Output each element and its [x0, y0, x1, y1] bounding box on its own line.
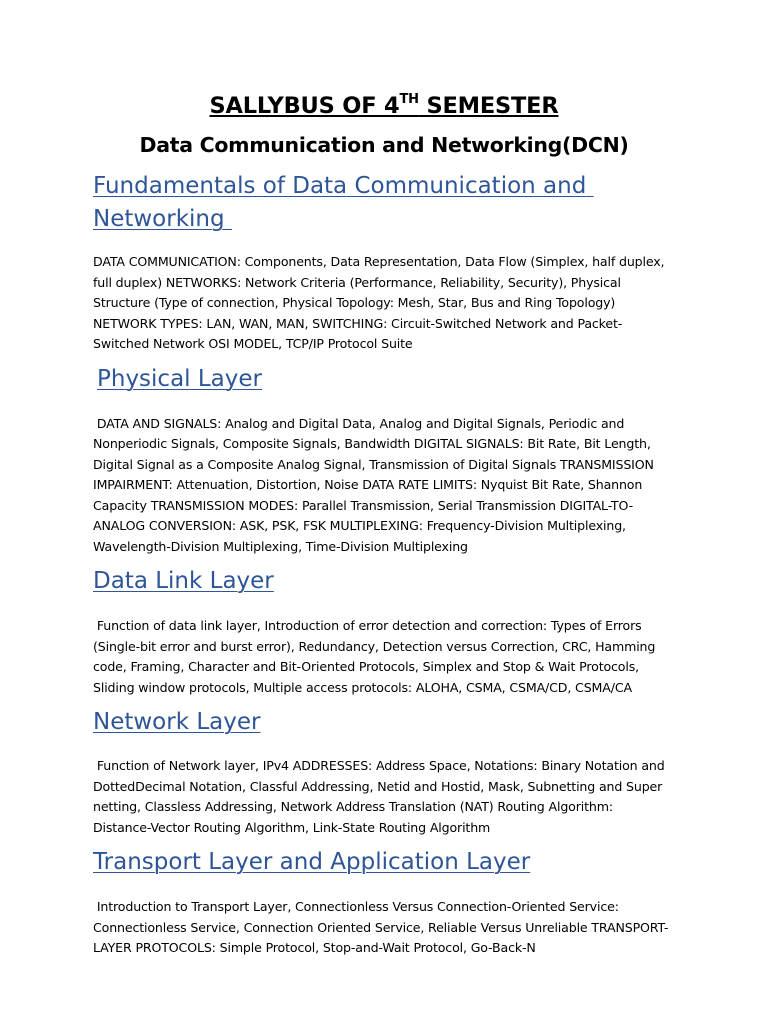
- section-heading-fundamentals: Fundamentals of Data Communication and Networking: [93, 173, 594, 232]
- title-superscript: TH: [399, 92, 419, 107]
- section-body-physical-layer: DATA AND SIGNALS: Analog and Digital Data, Analog and Digital Signals, Periodic and Nonperiodic Signals, Composite Signals, Bandwidth DIGITAL SIGNALS: Bit Rate, Bit Length, Digital Signal as a Composite Analog Signal, Transmission of Digital Signals TRANSMISSION IMPAIRMENT: Attenuation, Distortion, Noise DATA RATE LIMITS: Nyquist Bit Rate, Shannon Capacity TRANSMISSION MODES: Parallel Transmission, Serial Transmission DIGITAL-TO-ANALOG CONVERSION: ASK, PSK, FSK MULTIPLEXING: Frequency-Division Multiplexing, Wavelength-Division Multiplexing, Time-Division Multiplexing: [93, 415, 658, 554]
- section-body-transport-application-layer: Introduction to Transport Layer, Connectionless Versus Connection-Oriented Service: Connectionless Service, Connection Oriented Service, Reliable Versus Unreliable TRANSPORT-LAYER PROTOCOLS: Simple Protocol, Stop-and-Wait Protocol, Go-Back-N: [93, 899, 669, 955]
- section-body-network-layer: Function of Network layer, IPv4 ADDRESSES: Address Space, Notations: Binary Notation and DottedDecimal Notation, Classful Addressing, Netid and Hostid, Mask, Subnetting and Super netting, Classless Addressing, Network Address Translation (NAT) Routing Algorithm: Distance-Vector Routing Algorithm, Link-State Routing Algorithm: [93, 758, 669, 835]
- document-title: [93, 90, 675, 122]
- title-main-text: SALLYBUS OF 4: [209, 93, 400, 119]
- section-heading-transport-application-layer: Transport Layer and Application Layer: [93, 849, 531, 875]
- title-end-text: SEMESTER: [418, 93, 559, 119]
- document-subtitle: Data Communication and Networking(DCN): [139, 133, 629, 157]
- section-heading-network-layer: Network Layer: [93, 709, 261, 735]
- section-heading-physical-layer: [93, 363, 675, 396]
- section-body-data-link-layer: Function of data link layer, Introduction of error detection and correction: Types of Errors (Single-bit error and burst error), Redundancy, Detection versus Correction, CRC, Hamming code, Framing, Character and Bit-Oriented Protocols, Simplex and Stop & Wait Protocols, Sliding window protocols, Multiple access protocols: ALOHA, CSMA, CSMA/CD, CSMA/CA: [93, 618, 660, 695]
- section-body-fundamentals: DATA COMMUNICATION: Components, Data Representation, Data Flow (Simplex, half duplex, full duplex) NETWORKS: Network Criteria (Performance, Reliability, Security), Physical Structure (Type of connection, Physical Topology: Mesh, Star, Bus and Ring Topology) NETWORK TYPES: LAN, WAN, MAN, SWITCHING: Circuit-Switched Network and Packet-Switched Network OSI MODEL, TCP/IP Protocol Suite: [93, 254, 669, 351]
- section-heading-data-link-layer: Data Link Layer: [93, 568, 274, 594]
- physical-layer-heading-text: Physical Layer: [97, 365, 262, 392]
